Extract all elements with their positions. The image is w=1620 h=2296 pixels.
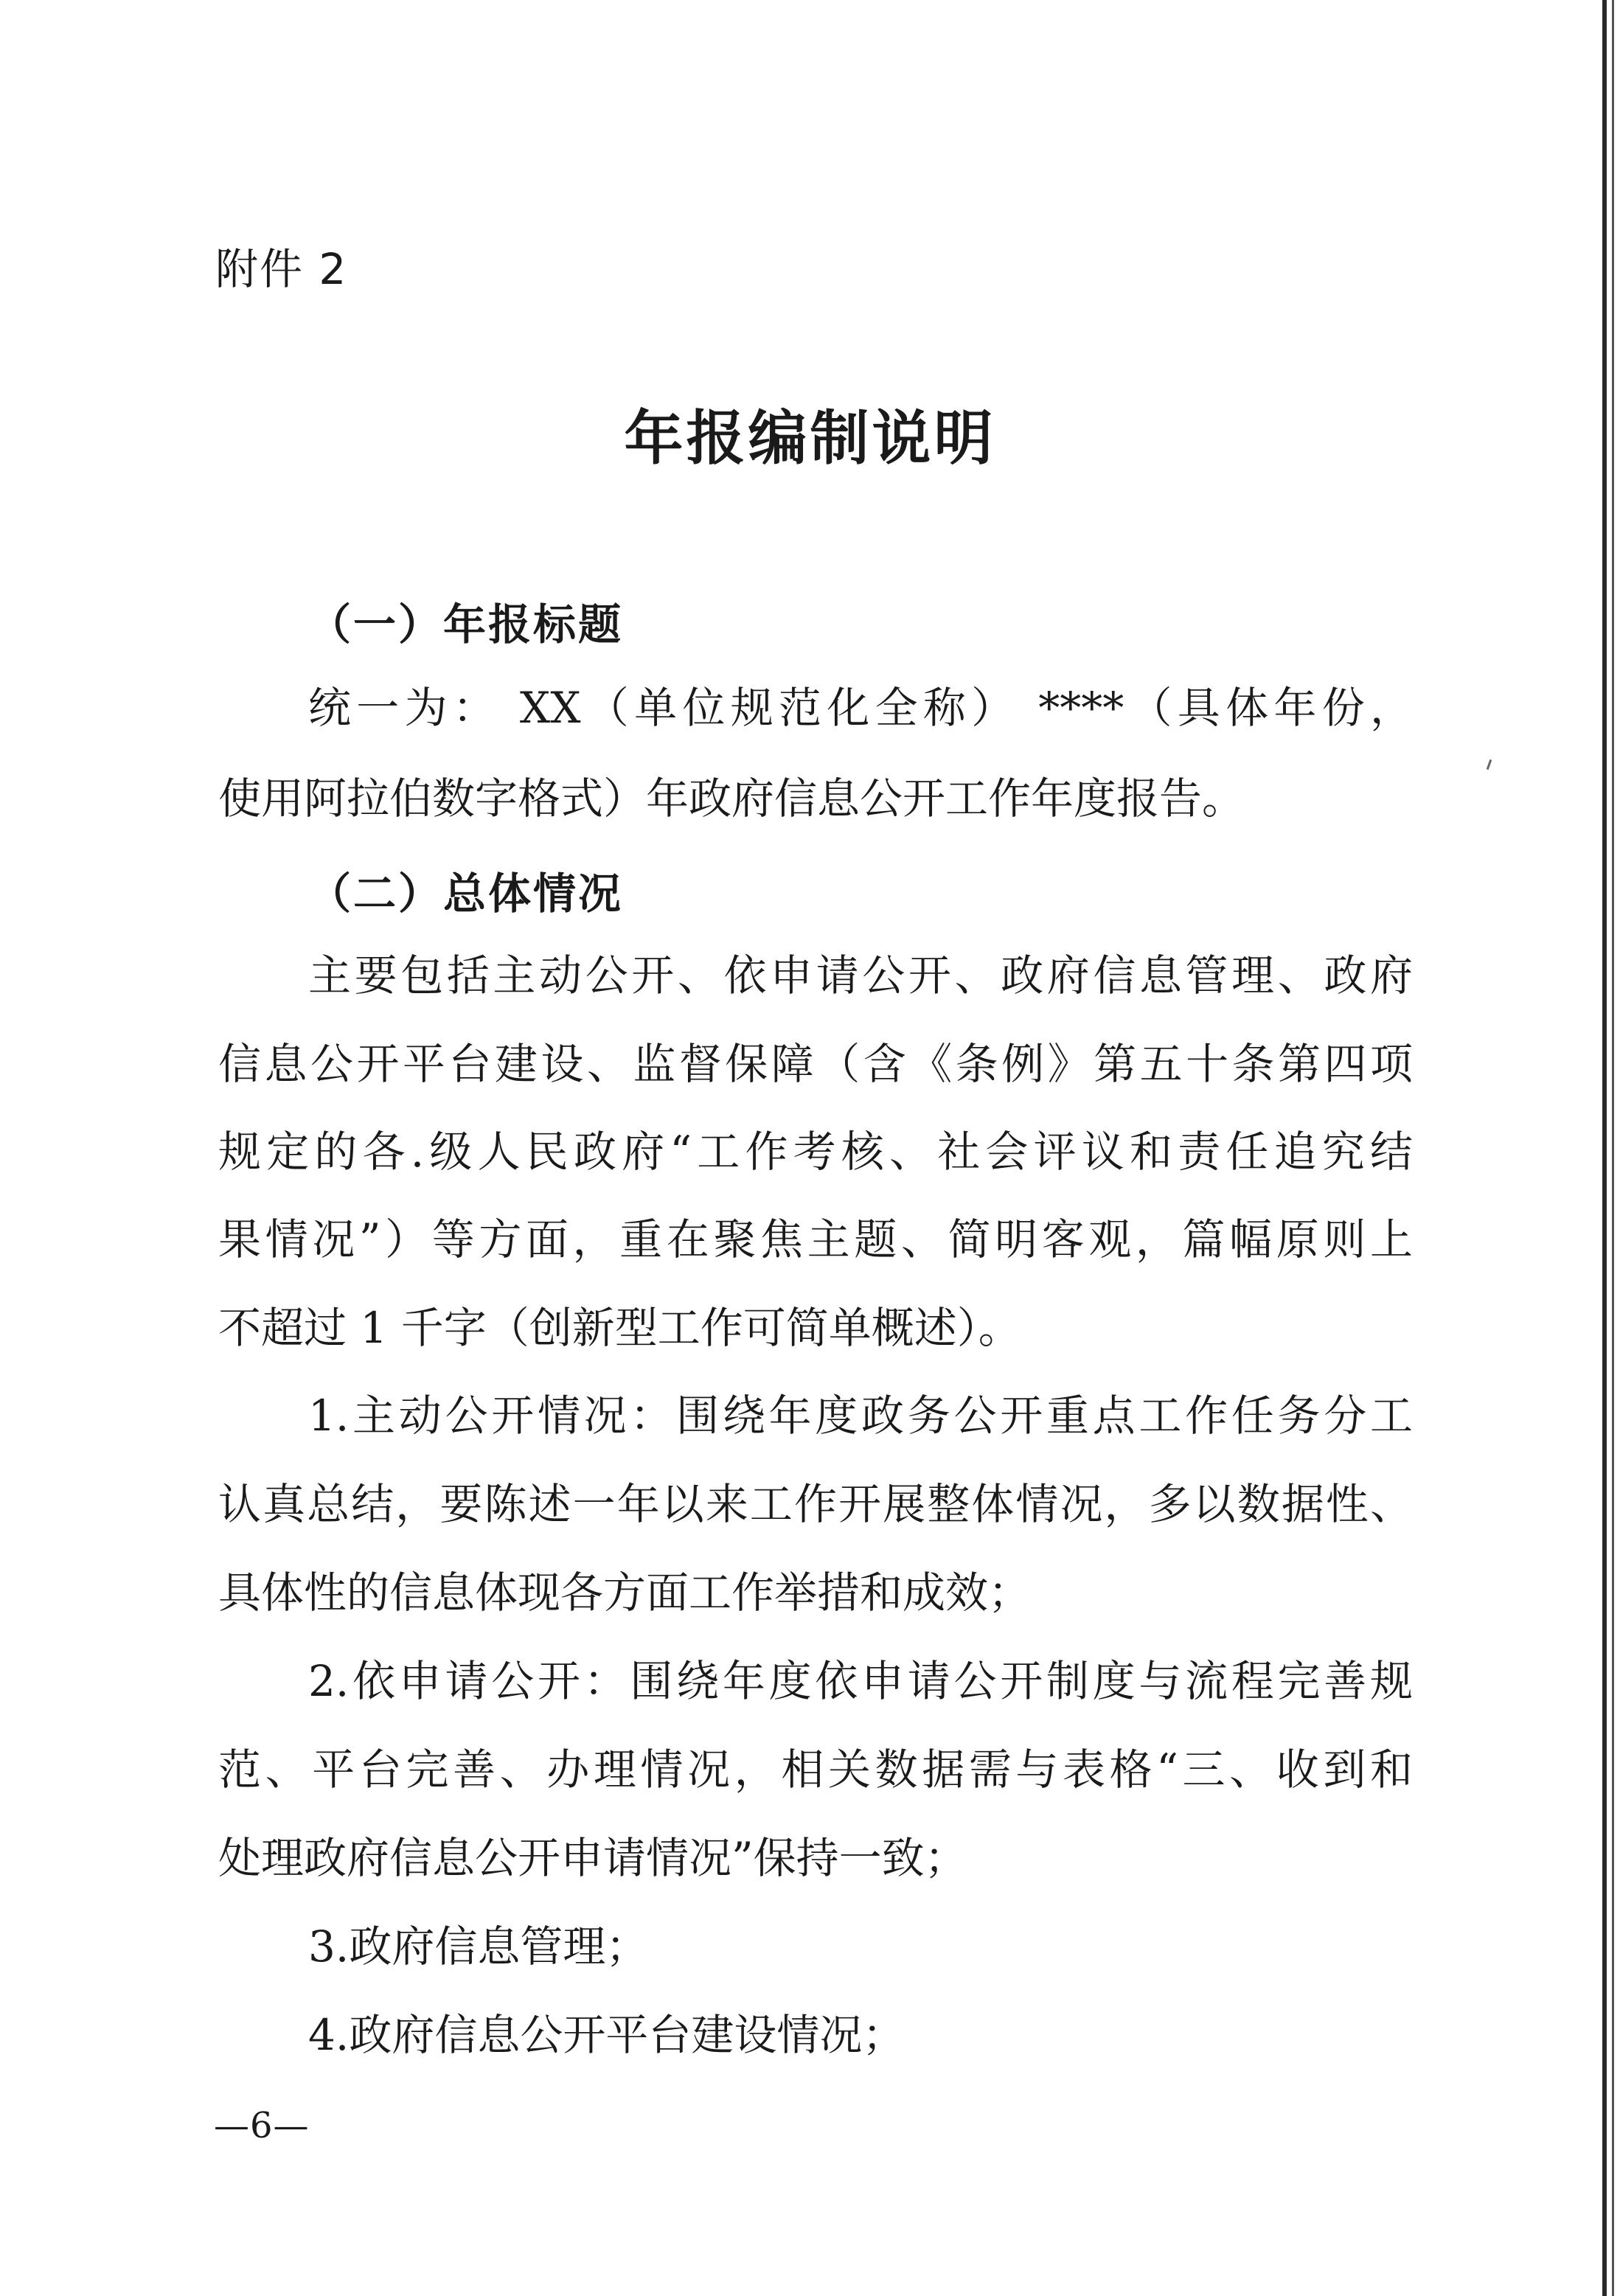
paragraph-line: 使用阿拉伯数字格式）年政府信息公开工作年度报告。 bbox=[218, 773, 1245, 824]
scan-border-inner bbox=[1612, 0, 1614, 2296]
paragraph-line: 认真总结，要陈述一年以来工作开展整体情况，多以数据性、 bbox=[218, 1479, 1413, 1529]
paragraph-line: 4.政府信息公开平台建设情况； bbox=[308, 2010, 905, 2060]
paragraph-line: 3.政府信息管理； bbox=[308, 1921, 649, 1972]
scan-border bbox=[1602, 0, 1607, 2296]
section-heading-overview: （二）总体情况 bbox=[308, 869, 624, 919]
paragraph-line: 果情况”）等方面，重在聚焦主题、简明客观，篇幅原则上 bbox=[218, 1214, 1413, 1264]
paragraph-line: 2.依申请公开：围绕年度依申请公开制度与流程完善规 bbox=[308, 1656, 1413, 1706]
paragraph-line: 处理政府信息公开申请情况”保持一致； bbox=[218, 1833, 967, 1883]
paragraph-line: 信息公开平台建设、监督保障（含《条例》第五十条第四项 bbox=[218, 1039, 1413, 1089]
paragraph-line: 范、平台完善、办理情况，相关数据需与表格“三、收到和 bbox=[218, 1744, 1413, 1795]
scan-speck bbox=[1487, 759, 1492, 770]
paragraph-line: 具体性的信息体现各方面工作举措和成效； bbox=[218, 1568, 1032, 1618]
document-title: 年报编制说明 bbox=[624, 404, 996, 473]
paragraph-line: 统一为： XX（单位规范化全称） ****（具体年份， bbox=[308, 683, 1413, 733]
paragraph-line: 不超过 1 千字（创新型工作可简单概述）。 bbox=[218, 1303, 1021, 1353]
paragraph-line: 规定的各.级人民政府“工作考核、社会评议和责任追究结 bbox=[218, 1127, 1413, 1177]
attachment-label: 附件 2 bbox=[215, 244, 348, 294]
section-heading-title: （一）年报标题 bbox=[308, 599, 624, 650]
paragraph-line: 1.主动公开情况：围绕年度政务公开重点工作任务分工 bbox=[308, 1391, 1413, 1441]
page-number: —6— bbox=[214, 2105, 310, 2146]
paragraph-line: 主要包括主动公开、依申请公开、政府信息管理、政府 bbox=[308, 950, 1413, 1001]
